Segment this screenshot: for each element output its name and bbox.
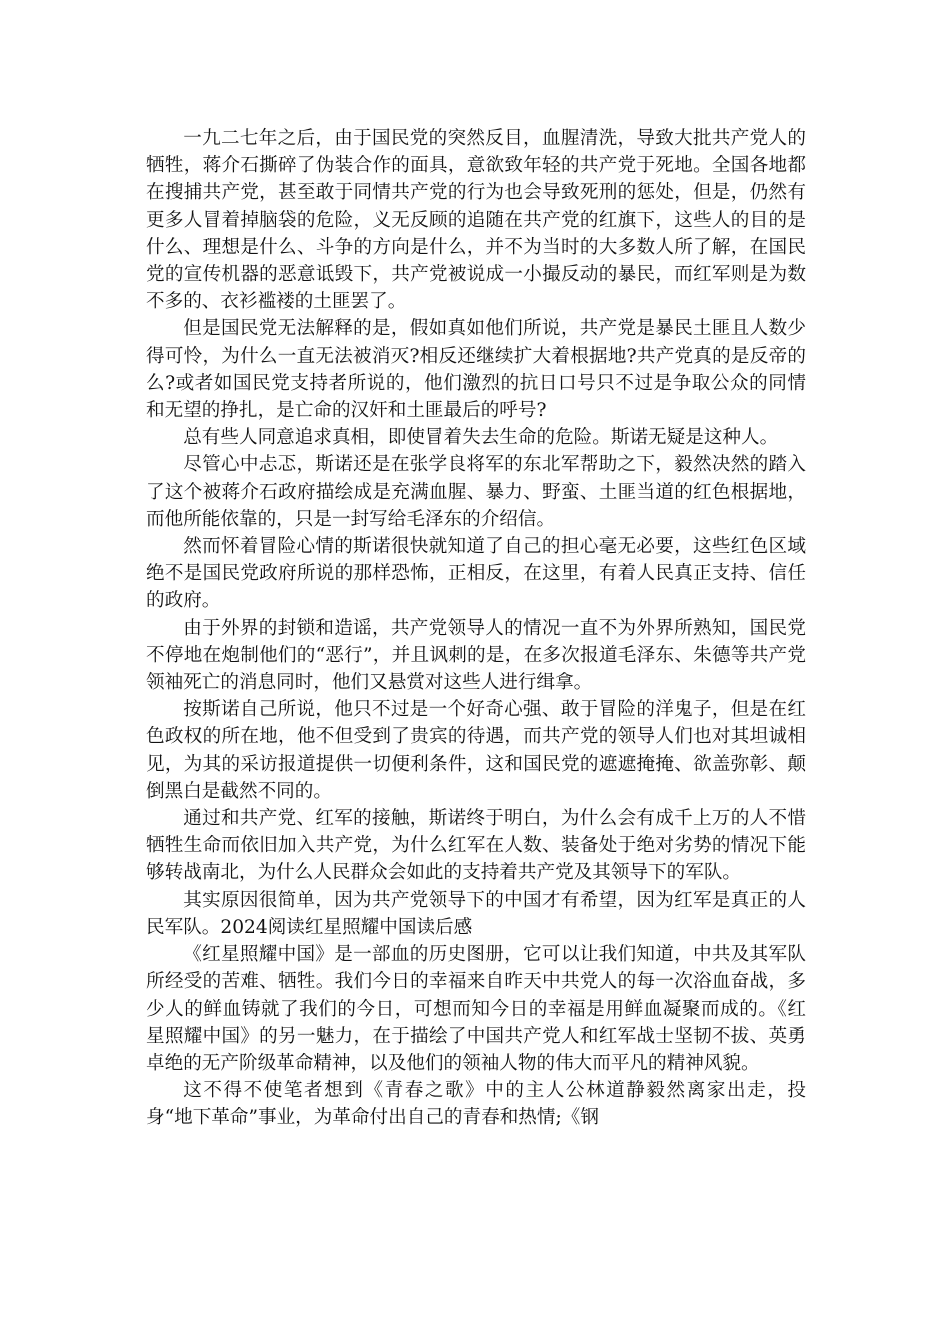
paragraph: 由于外界的封锁和造谣，共产党领导人的情况一直不为外界所熟知，国民党不停地在炮制他们的“恶行”，并且讽刺的是，在多次报道毛泽东、朱德等共产党领袖死亡的消息同时，他们又悬赏对这些人进行缉拿。 xyxy=(146,617,806,694)
paragraph: 尽管心中忐忑，斯诺还是在张学良将军的东北军帮助之下，毅然决然的踏入了这个被蒋介石政府描绘成是充满血腥、暴力、野蛮、土匪当道的红色根据地，而他所能依靠的，只是一封写给毛泽东的介绍信。 xyxy=(146,454,806,530)
paragraph: 其实原因很简单，因为共产党领导下的中国才有希望，因为红军是真正的人民军队。2024阅读红星照耀中国读后感 xyxy=(146,889,806,938)
paragraph: 这不得不使笔者想到《青春之歌》中的主人公林道静毅然离家出走，投身“地下革命”事业，为革命付出自己的青春和热情;《钢 xyxy=(146,1080,806,1129)
paragraph: 《红星照耀中国》是一部血的历史图册，它可以让我们知道，中共及其军队所经受的苦难、牺牲。我们今日的幸福来自昨天中共党人的每一次浴血奋战，多少人的鲜血铸就了我们的今日，可想而知今日的幸福是用鲜血凝聚而成的。《红星照耀中国》的另一魅力，在于描绘了中国共产党人和红军战士坚韧不拔、英勇卓绝的无产阶级革命精神，以及他们的领袖人物的伟大而平凡的精神风貌。 xyxy=(146,944,806,1074)
paragraph: 然而怀着冒险心情的斯诺很快就知道了自己的担心毫无必要，这些红色区域绝不是国民党政府所说的那样恐怖，正相反，在这里，有着人民真正支持、信任的政府。 xyxy=(146,536,806,612)
paragraph: 一九二七年之后，由于国民党的突然反目，血腥清洗，导致大批共产党人的牺牲，蒋介石撕碎了伪装合作的面具，意欲致年轻的共产党于死地。全国各地都在搜捕共产党，甚至敢于同情共产党的行为也会导致死刑的惩处，但是，仍然有更多人冒着掉脑袋的危险，义无反顾的追随在共产党的红旗下，这些人的目的是什么、理想是什么、斗争的方向是什么，并不为当时的大多数人所了解，在国民党的宣传机器的恶意诋毁下，共产党被说成一小撮反动的暴民，而红军则是为数不多的、衣衫褴褛的土匪罢了。 xyxy=(146,128,806,313)
paragraph: 按斯诺自己所说，他只不过是一个好奇心强、敢于冒险的洋鬼子，但是在红色政权的所在地，他不但受到了贵宾的待遇，而共产党的领导人们也对其坦诚相见，为其的采访报道提供一切便利条件，这和国民党的遮遮掩掩、欲盖弥彰、颠倒黑白是截然不同的。 xyxy=(146,699,806,802)
paragraph: 总有些人同意追求真相，即使冒着失去生命的危险。斯诺无疑是这种人。 xyxy=(183,427,779,449)
body-text xyxy=(146,125,806,1132)
paragraph: 通过和共产党、红军的接触，斯诺终于明白，为什么会有成千上万的人不惜牺牲生命而依旧加入共产党，为什么红军在人数、装备处于绝对劣势的情况下能够转战南北，为什么人民群众会如此的支持着共产党及其领导下的军队。 xyxy=(146,808,806,884)
paragraph: 但是国民党无法解释的是，假如真如他们所说，共产党是暴民土匪且人数少得可怜，为什么一直无法被消灭?相反还继续扩大着根据地?共产党真的是反帝的么?或者如国民党支持者所说的，他们激烈的抗日口号只不过是争取公众的同情和无望的挣扎，是亡命的汉奸和土匪最后的呼号? xyxy=(146,318,806,422)
